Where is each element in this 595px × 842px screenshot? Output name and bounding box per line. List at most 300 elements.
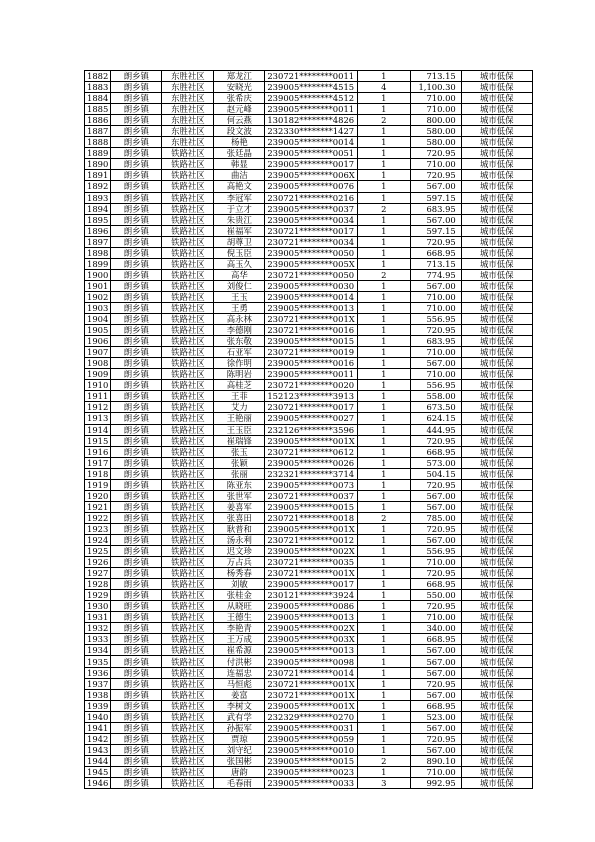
row-number-cell: 1916 [85, 446, 111, 457]
amount-cell: 567.00 [410, 501, 461, 512]
name-cell: 刘敏 [214, 579, 265, 590]
id-number-cell: 239005********0051 [265, 148, 357, 159]
township-cell: 朗乡镇 [111, 490, 162, 501]
category-cell: 城市低保 [461, 314, 532, 325]
name-cell: 崔福军 [214, 225, 265, 236]
category-cell: 城市低保 [461, 678, 532, 689]
household-size-cell: 1 [357, 568, 410, 579]
township-cell: 朗乡镇 [111, 623, 162, 634]
id-number-cell: 239005********0023 [265, 766, 357, 777]
amount-cell: 720.95 [410, 479, 461, 490]
category-cell: 城市低保 [461, 192, 532, 203]
name-cell: 刘俊仁 [214, 280, 265, 291]
category-cell: 城市低保 [461, 203, 532, 214]
name-cell: 张希庆 [214, 93, 265, 104]
row-number-cell: 1907 [85, 347, 111, 358]
category-cell: 城市低保 [461, 645, 532, 656]
category-cell: 城市低保 [461, 126, 532, 137]
amount-cell: 567.00 [410, 280, 461, 291]
name-cell: 王万成 [214, 634, 265, 645]
category-cell: 城市低保 [461, 623, 532, 634]
township-cell: 朗乡镇 [111, 236, 162, 247]
amount-cell: 710.00 [410, 291, 461, 302]
amount-cell: 567.00 [410, 744, 461, 755]
row-number-cell: 1892 [85, 181, 111, 192]
category-cell: 城市低保 [461, 369, 532, 380]
township-cell: 朗乡镇 [111, 104, 162, 115]
row-number-cell: 1937 [85, 678, 111, 689]
name-cell: 张玉 [214, 446, 265, 457]
table-row [85, 744, 533, 755]
community-cell: 铁路社区 [162, 435, 214, 446]
table-row [85, 534, 533, 545]
row-number-cell: 1941 [85, 722, 111, 733]
name-cell: 张桂金 [214, 590, 265, 601]
id-number-cell: 230721********0034 [265, 236, 357, 247]
row-number-cell: 1915 [85, 435, 111, 446]
table-row [85, 369, 533, 380]
household-size-cell: 2 [357, 512, 410, 523]
category-cell: 城市低保 [461, 479, 532, 490]
amount-cell: 567.00 [410, 534, 461, 545]
row-number-cell: 1889 [85, 148, 111, 159]
table-row [85, 645, 533, 656]
community-cell: 铁路社区 [162, 302, 214, 313]
name-cell: 张国彬 [214, 755, 265, 766]
row-number-cell: 1945 [85, 766, 111, 777]
amount-cell: 567.00 [410, 214, 461, 225]
name-cell: 艾力 [214, 402, 265, 413]
category-cell: 城市低保 [461, 269, 532, 280]
id-number-cell: 230721********0035 [265, 557, 357, 568]
row-number-cell: 1944 [85, 755, 111, 766]
category-cell: 城市低保 [461, 325, 532, 336]
category-cell: 城市低保 [461, 247, 532, 258]
name-cell: 刘守纪 [214, 744, 265, 755]
category-cell: 城市低保 [461, 523, 532, 534]
amount-cell: 710.00 [410, 302, 461, 313]
table-row [85, 546, 533, 557]
id-number-cell: 232329********0270 [265, 711, 357, 722]
household-size-cell: 1 [357, 523, 410, 534]
amount-cell: 550.00 [410, 590, 461, 601]
amount-cell: 558.00 [410, 391, 461, 402]
id-number-cell: 239005********0014 [265, 291, 357, 302]
township-cell: 朗乡镇 [111, 93, 162, 104]
household-size-cell: 1 [357, 700, 410, 711]
table-row [85, 82, 533, 93]
household-size-cell: 1 [357, 280, 410, 291]
community-cell: 铁路社区 [162, 148, 214, 159]
name-cell: 张世军 [214, 490, 265, 501]
name-cell: 马恒彪 [214, 678, 265, 689]
table-row [85, 424, 533, 435]
amount-cell: 668.95 [410, 446, 461, 457]
table-row [85, 402, 533, 413]
community-cell: 铁路社区 [162, 181, 214, 192]
household-size-cell: 1 [357, 148, 410, 159]
table-row [85, 347, 533, 358]
name-cell: 姜喜军 [214, 501, 265, 512]
row-number-cell: 1938 [85, 689, 111, 700]
id-number-cell: 239005********4512 [265, 93, 357, 104]
name-cell: 王艳丽 [214, 413, 265, 424]
township-cell: 朗乡镇 [111, 534, 162, 545]
row-number-cell: 1931 [85, 612, 111, 623]
name-cell: 徐作明 [214, 358, 265, 369]
township-cell: 朗乡镇 [111, 137, 162, 148]
category-cell: 城市低保 [461, 534, 532, 545]
name-cell: 唐韵 [214, 766, 265, 777]
id-number-cell: 239005********0013 [265, 612, 357, 623]
community-cell: 铁路社区 [162, 170, 214, 181]
id-number-cell: 239005********0073 [265, 479, 357, 490]
id-number-cell: 239005********0017 [265, 579, 357, 590]
category-cell: 城市低保 [461, 71, 532, 82]
name-cell: 安晓光 [214, 82, 265, 93]
row-number-cell: 1900 [85, 269, 111, 280]
household-size-cell: 1 [357, 623, 410, 634]
community-cell: 铁路社区 [162, 214, 214, 225]
table-row [85, 700, 533, 711]
household-size-cell: 1 [357, 369, 410, 380]
community-cell: 东胜社区 [162, 126, 214, 137]
name-cell: 张喜田 [214, 512, 265, 523]
id-number-cell: 239005********0015 [265, 501, 357, 512]
community-cell: 铁路社区 [162, 766, 214, 777]
name-cell: 王德生 [214, 612, 265, 623]
table-row [85, 314, 533, 325]
amount-cell: 573.00 [410, 457, 461, 468]
household-size-cell: 2 [357, 203, 410, 214]
id-number-cell: 239005********001X [265, 435, 357, 446]
id-number-cell: 239005********0011 [265, 104, 357, 115]
name-cell: 朱贵江 [214, 214, 265, 225]
household-size-cell: 1 [357, 93, 410, 104]
household-size-cell: 1 [357, 170, 410, 181]
township-cell: 朗乡镇 [111, 601, 162, 612]
community-cell: 铁路社区 [162, 380, 214, 391]
table-row [85, 358, 533, 369]
township-cell: 朗乡镇 [111, 181, 162, 192]
community-cell: 铁路社区 [162, 744, 214, 755]
name-cell: 万占兵 [214, 557, 265, 568]
household-size-cell: 1 [357, 258, 410, 269]
township-cell: 朗乡镇 [111, 667, 162, 678]
name-cell: 陈亚东 [214, 479, 265, 490]
community-cell: 铁路社区 [162, 689, 214, 700]
row-number-cell: 1893 [85, 192, 111, 203]
id-number-cell: 230721********0216 [265, 192, 357, 203]
category-cell: 城市低保 [461, 159, 532, 170]
id-number-cell: 230721********0012 [265, 534, 357, 545]
amount-cell: 567.00 [410, 667, 461, 678]
table-row [85, 656, 533, 667]
amount-cell: 567.00 [410, 490, 461, 501]
table-body [85, 71, 533, 789]
amount-cell: 720.95 [410, 325, 461, 336]
category-cell: 城市低保 [461, 457, 532, 468]
table-row [85, 557, 533, 568]
id-number-cell: 230721********0050 [265, 269, 357, 280]
name-cell: 迟文珍 [214, 546, 265, 557]
category-cell: 城市低保 [461, 601, 532, 612]
township-cell: 朗乡镇 [111, 302, 162, 313]
id-number-cell: 239005********006X [265, 170, 357, 181]
amount-cell: 720.95 [410, 568, 461, 579]
name-cell: 张廷晶 [214, 148, 265, 159]
row-number-cell: 1911 [85, 391, 111, 402]
row-number-cell: 1933 [85, 634, 111, 645]
township-cell: 朗乡镇 [111, 656, 162, 667]
household-size-cell: 1 [357, 225, 410, 236]
category-cell: 城市低保 [461, 115, 532, 126]
row-number-cell: 1913 [85, 413, 111, 424]
township-cell: 朗乡镇 [111, 523, 162, 534]
category-cell: 城市低保 [461, 700, 532, 711]
row-number-cell: 1887 [85, 126, 111, 137]
township-cell: 朗乡镇 [111, 546, 162, 557]
amount-cell: 720.95 [410, 678, 461, 689]
row-number-cell: 1901 [85, 280, 111, 291]
amount-cell: 683.95 [410, 336, 461, 347]
household-size-cell: 1 [357, 236, 410, 247]
name-cell: 陈明岩 [214, 369, 265, 380]
amount-cell: 673.50 [410, 402, 461, 413]
table-row [85, 71, 533, 82]
category-cell: 城市低保 [461, 291, 532, 302]
household-size-cell: 1 [357, 380, 410, 391]
name-cell: 崔瑞锋 [214, 435, 265, 446]
row-number-cell: 1891 [85, 170, 111, 181]
row-number-cell: 1946 [85, 778, 111, 789]
township-cell: 朗乡镇 [111, 347, 162, 358]
id-number-cell: 232321********3714 [265, 468, 357, 479]
township-cell: 朗乡镇 [111, 568, 162, 579]
category-cell: 城市低保 [461, 667, 532, 678]
household-size-cell: 1 [357, 601, 410, 612]
row-number-cell: 1929 [85, 590, 111, 601]
community-cell: 铁路社区 [162, 557, 214, 568]
name-cell: 王玉臣 [214, 424, 265, 435]
household-size-cell: 1 [357, 446, 410, 457]
amount-cell: 580.00 [410, 126, 461, 137]
township-cell: 朗乡镇 [111, 590, 162, 601]
row-number-cell: 1897 [85, 236, 111, 247]
household-size-cell: 1 [357, 291, 410, 302]
amount-cell: 720.95 [410, 435, 461, 446]
name-cell: 高华 [214, 269, 265, 280]
township-cell: 朗乡镇 [111, 479, 162, 490]
name-cell: 张丽 [214, 468, 265, 479]
community-cell: 铁路社区 [162, 402, 214, 413]
community-cell: 铁路社区 [162, 446, 214, 457]
table-row [85, 601, 533, 612]
category-cell: 城市低保 [461, 380, 532, 391]
id-number-cell: 239005********0010 [265, 744, 357, 755]
category-cell: 城市低保 [461, 512, 532, 523]
amount-cell: 800.00 [410, 115, 461, 126]
row-number-cell: 1908 [85, 358, 111, 369]
community-cell: 铁路社区 [162, 192, 214, 203]
id-number-cell: 239005********001X [265, 523, 357, 534]
table-row [85, 733, 533, 744]
township-cell: 朗乡镇 [111, 203, 162, 214]
township-cell: 朗乡镇 [111, 314, 162, 325]
community-cell: 铁路社区 [162, 546, 214, 557]
row-number-cell: 1930 [85, 601, 111, 612]
category-cell: 城市低保 [461, 689, 532, 700]
amount-cell: 720.95 [410, 523, 461, 534]
row-number-cell: 1940 [85, 711, 111, 722]
id-number-cell: 239005********0034 [265, 214, 357, 225]
household-size-cell: 1 [357, 358, 410, 369]
name-cell: 杨艳 [214, 137, 265, 148]
township-cell: 朗乡镇 [111, 325, 162, 336]
household-size-cell: 1 [357, 656, 410, 667]
name-cell: 张颖 [214, 457, 265, 468]
row-number-cell: 1935 [85, 656, 111, 667]
township-cell: 朗乡镇 [111, 391, 162, 402]
name-cell: 张东敬 [214, 336, 265, 347]
amount-cell: 710.00 [410, 93, 461, 104]
id-number-cell: 130182********4826 [265, 115, 357, 126]
id-number-cell: 230121********3924 [265, 590, 357, 601]
category-cell: 城市低保 [461, 612, 532, 623]
category-cell: 城市低保 [461, 490, 532, 501]
table-row [85, 115, 533, 126]
id-number-cell: 239005********0027 [265, 413, 357, 424]
table-row [85, 523, 533, 534]
household-size-cell: 1 [357, 546, 410, 557]
name-cell: 高桂芝 [214, 380, 265, 391]
community-cell: 铁路社区 [162, 601, 214, 612]
township-cell: 朗乡镇 [111, 225, 162, 236]
table-row [85, 192, 533, 203]
category-cell: 城市低保 [461, 402, 532, 413]
table-row [85, 667, 533, 678]
category-cell: 城市低保 [461, 733, 532, 744]
amount-cell: 720.95 [410, 148, 461, 159]
community-cell: 铁路社区 [162, 755, 214, 766]
name-cell: 郑龙江 [214, 71, 265, 82]
category-cell: 城市低保 [461, 755, 532, 766]
township-cell: 朗乡镇 [111, 722, 162, 733]
row-number-cell: 1919 [85, 479, 111, 490]
table-row [85, 291, 533, 302]
community-cell: 铁路社区 [162, 358, 214, 369]
community-cell: 铁路社区 [162, 347, 214, 358]
table-row [85, 104, 533, 115]
category-cell: 城市低保 [461, 347, 532, 358]
row-number-cell: 1927 [85, 568, 111, 579]
household-size-cell: 1 [357, 501, 410, 512]
table-row [85, 159, 533, 170]
table-row [85, 302, 533, 313]
community-cell: 铁路社区 [162, 656, 214, 667]
household-size-cell: 1 [357, 435, 410, 446]
household-size-cell: 1 [357, 302, 410, 313]
community-cell: 铁路社区 [162, 645, 214, 656]
table-row [85, 755, 533, 766]
township-cell: 朗乡镇 [111, 711, 162, 722]
household-size-cell: 1 [357, 71, 410, 82]
category-cell: 城市低保 [461, 280, 532, 291]
row-number-cell: 1924 [85, 534, 111, 545]
community-cell: 铁路社区 [162, 722, 214, 733]
id-number-cell: 230721********001X [265, 678, 357, 689]
household-size-cell: 1 [357, 347, 410, 358]
township-cell: 朗乡镇 [111, 424, 162, 435]
category-cell: 城市低保 [461, 225, 532, 236]
table-row [85, 269, 533, 280]
household-size-cell: 1 [357, 325, 410, 336]
name-cell: 何云燕 [214, 115, 265, 126]
household-size-cell: 1 [357, 722, 410, 733]
id-number-cell: 239005********0015 [265, 755, 357, 766]
amount-cell: 713.15 [410, 258, 461, 269]
community-cell: 铁路社区 [162, 159, 214, 170]
row-number-cell: 1939 [85, 700, 111, 711]
township-cell: 朗乡镇 [111, 678, 162, 689]
community-cell: 东胜社区 [162, 71, 214, 82]
category-cell: 城市低保 [461, 656, 532, 667]
amount-cell: 713.15 [410, 71, 461, 82]
household-size-cell: 1 [357, 336, 410, 347]
amount-cell: 523.00 [410, 711, 461, 722]
household-size-cell: 1 [357, 137, 410, 148]
id-number-cell: 239005********0017 [265, 159, 357, 170]
row-number-cell: 1886 [85, 115, 111, 126]
community-cell: 铁路社区 [162, 413, 214, 424]
township-cell: 朗乡镇 [111, 247, 162, 258]
table-row [85, 778, 533, 789]
table-row [85, 148, 533, 159]
table-row [85, 170, 533, 181]
household-size-cell: 1 [357, 557, 410, 568]
row-number-cell: 1903 [85, 302, 111, 313]
household-size-cell: 1 [357, 468, 410, 479]
category-cell: 城市低保 [461, 181, 532, 192]
name-cell: 连福忠 [214, 667, 265, 678]
category-cell: 城市低保 [461, 82, 532, 93]
name-cell: 曲洁 [214, 170, 265, 181]
name-cell: 毛春雨 [214, 778, 265, 789]
township-cell: 朗乡镇 [111, 778, 162, 789]
township-cell: 朗乡镇 [111, 82, 162, 93]
table-row [85, 479, 533, 490]
table-row [85, 258, 533, 269]
table-row [85, 634, 533, 645]
amount-cell: 890.10 [410, 755, 461, 766]
category-cell: 城市低保 [461, 722, 532, 733]
household-size-cell: 1 [357, 104, 410, 115]
community-cell: 铁路社区 [162, 733, 214, 744]
category-cell: 城市低保 [461, 413, 532, 424]
category-cell: 城市低保 [461, 435, 532, 446]
amount-cell: 580.00 [410, 137, 461, 148]
row-number-cell: 1906 [85, 336, 111, 347]
township-cell: 朗乡镇 [111, 645, 162, 656]
name-cell: 赵元峰 [214, 104, 265, 115]
household-size-cell: 1 [357, 634, 410, 645]
category-cell: 城市低保 [461, 336, 532, 347]
township-cell: 朗乡镇 [111, 634, 162, 645]
amount-cell: 785.00 [410, 512, 461, 523]
category-cell: 城市低保 [461, 170, 532, 181]
community-cell: 铁路社区 [162, 634, 214, 645]
category-cell: 城市低保 [461, 258, 532, 269]
